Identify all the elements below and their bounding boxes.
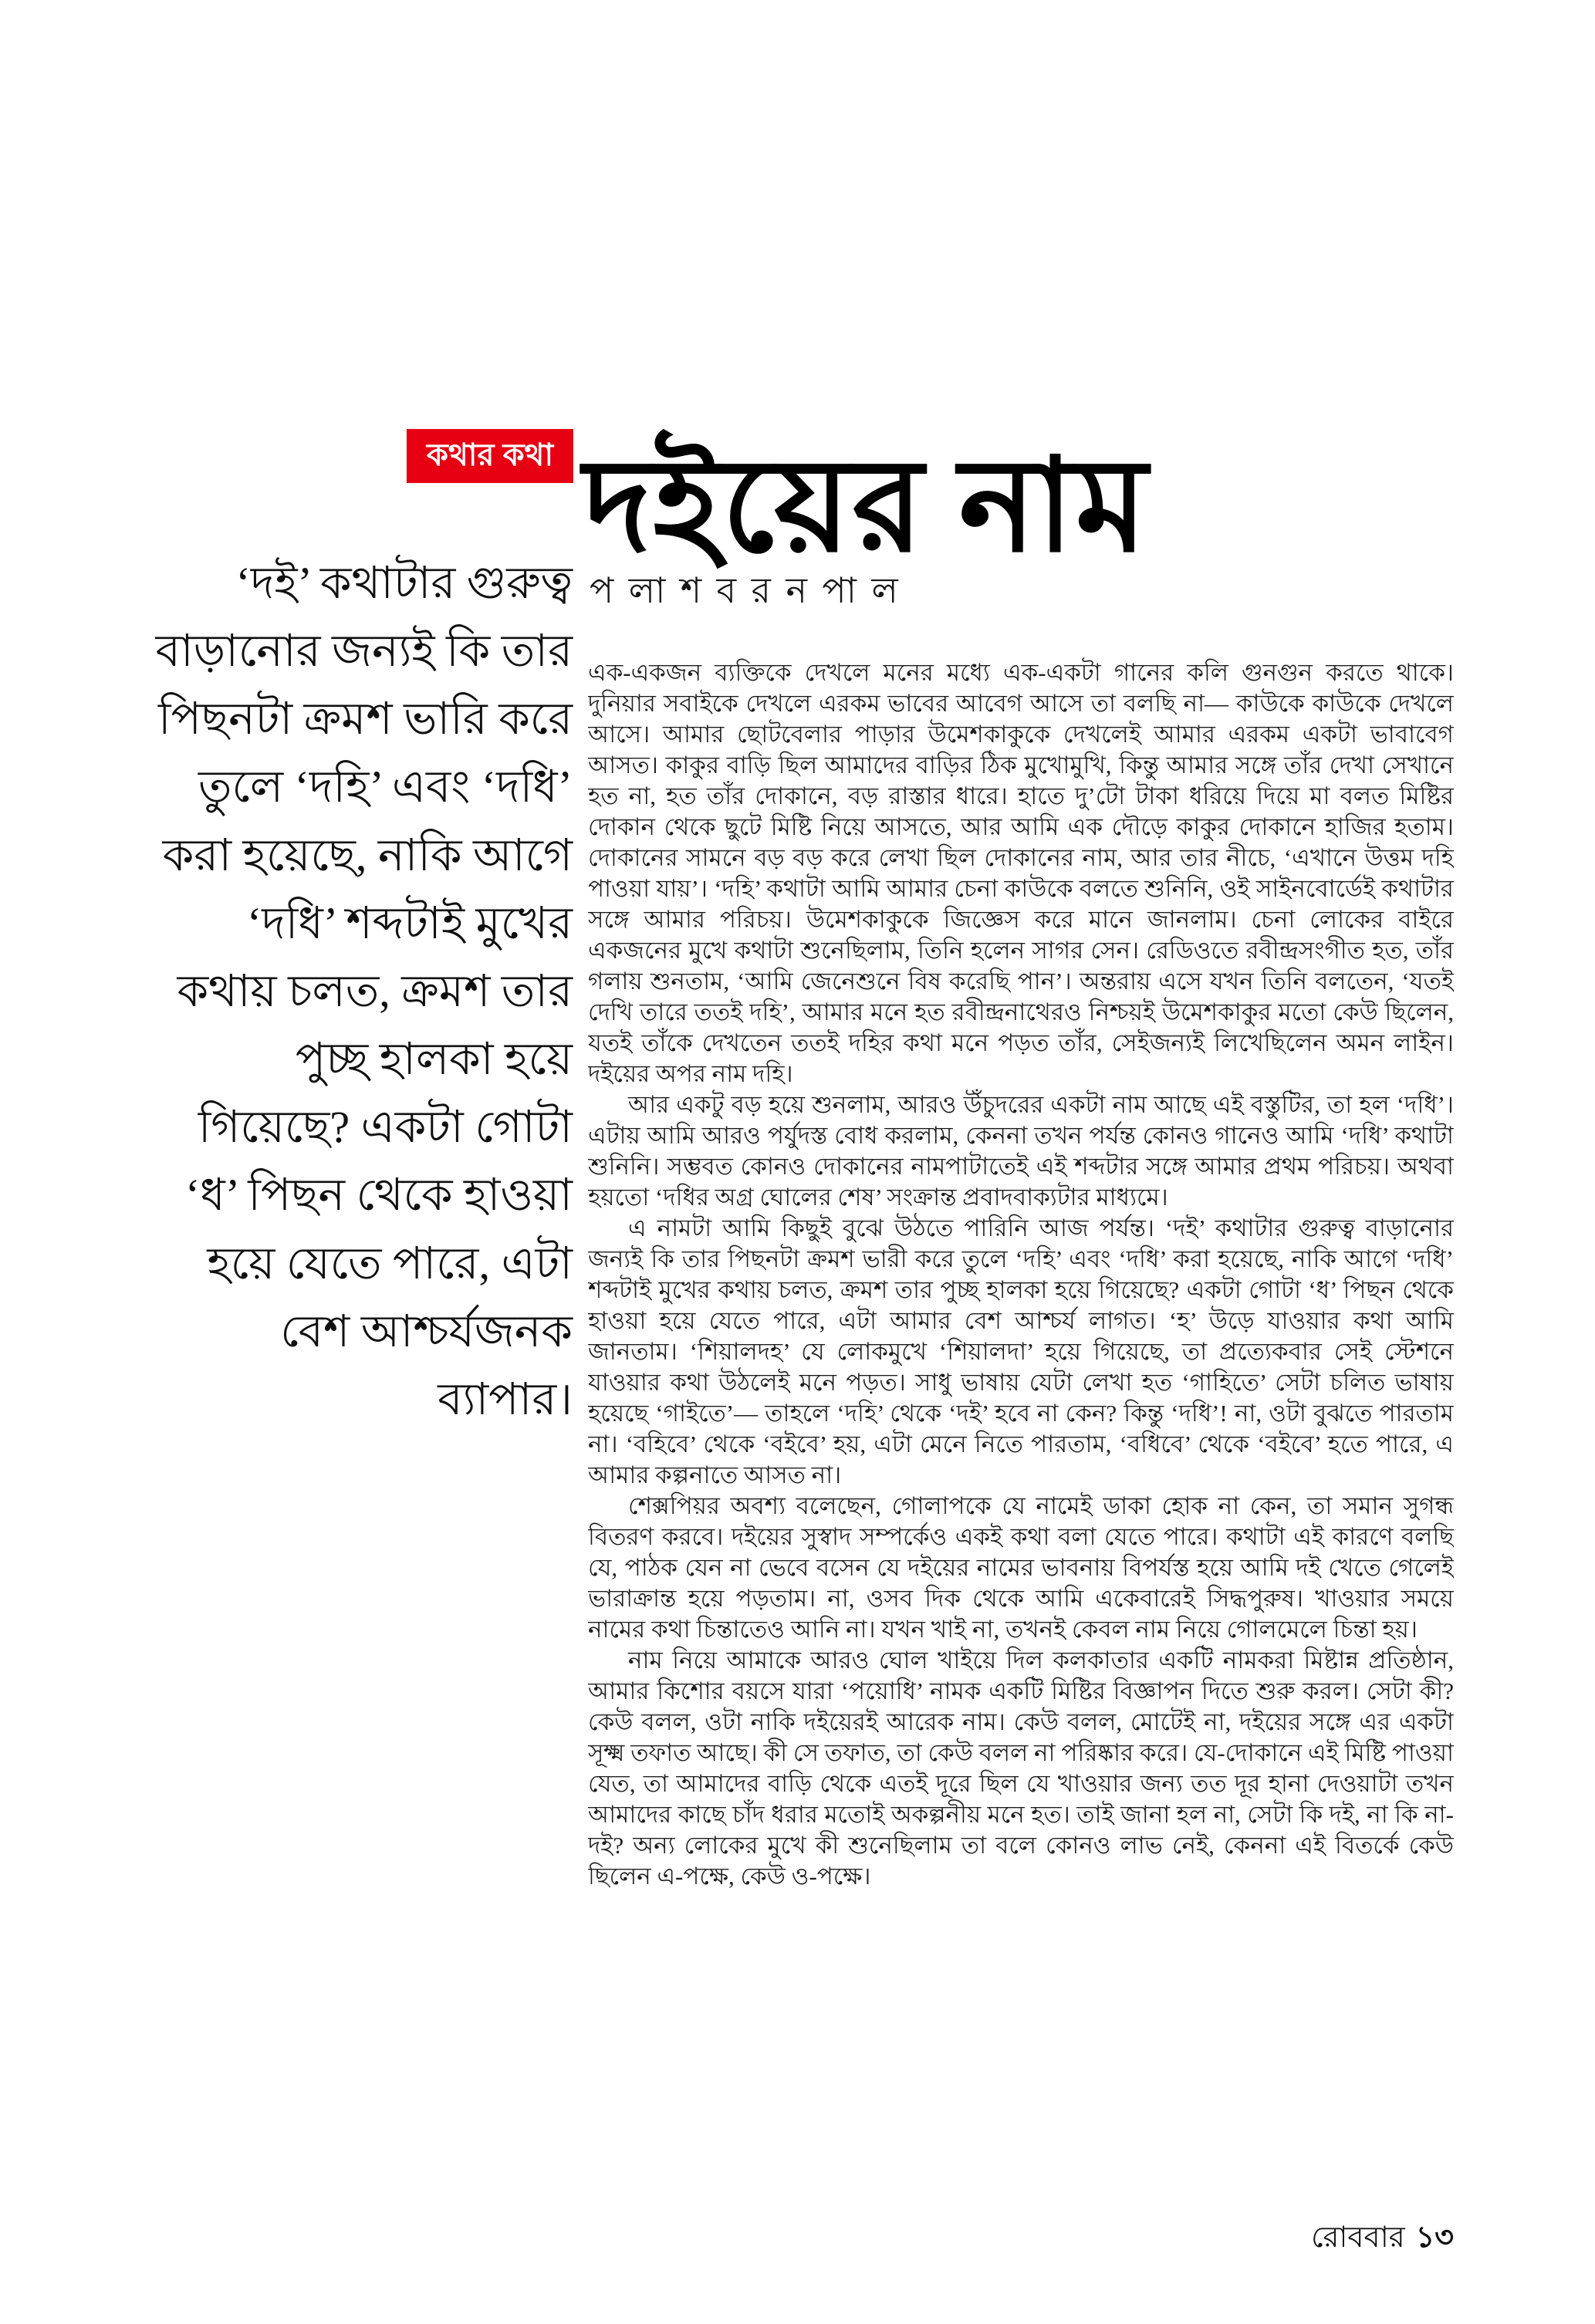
article-paragraph: নাম নিয়ে আমাকে আরও ঘোল খাইয়ে দিল কলকাতার একটি নামকরা মিষ্টান্ন প্রতিষ্ঠান, আমার কিশোর বয়সে যারা ‘পয়োধি’ নামক একটি মিষ্টির বিজ্ঞাপন দিতে শুরু করল। সেটা কী? কেউ বলল, ওটা নাকি দইয়েরই আরেক নাম। কেউ বলল, মোটেই না, দইয়ের সঙ্গে এর একটা সূক্ষ্ম তফাত আছে। কী সে তফাত, তা কেউ বলল না পরিষ্কার করে। যে-দোকানে এই মিষ্টি পাওয়া যেত, তা আমাদের বাড়ি থেকে এতই দূরে ছিল যে খাওয়ার জন্য তত দূর হানা দেওয়াটা তখন আমাদের কাছে চাঁদ ধরার মতোই অকল্পনীয় মনে হত। তাই জানা হল না, সেটা কি দই, না কি না-দই? অন্য লোকের মুখে কী শুনেছিলাম তা বলে কোনও লাভ নেই, কেননা এই বিতর্কে কেউ ছিলেন এ-পক্ষে, কেউ ও-পক্ষে।	[588, 1647, 1454, 1890]
page-number: ১৩	[1415, 2221, 1454, 2254]
article-title: দইয়ের নাম	[583, 434, 1149, 579]
page-footer	[588, 2221, 1454, 2256]
article-paragraph: এ নামটা আমি কিছুই বুঝে উঠতে পারিনি আজ পর্যন্ত। ‘দই’ কথাটার গুরুত্ব বাড়ানোর জন্যই কি তার পিছনটা ক্রমশ ভারী করে তুলে ‘দহি’ এবং ‘দধি’ করা হয়েছে, নাকি আগে ‘দধি’ শব্দটাই মুখের কথায় চলত, ক্রমশ তার পুচ্ছ হালকা হয়ে গিয়েছে? একটা গোটা ‘ধ’ পিছন থেকে হাওয়া হয়ে যেতে পারে, এটা আমার বেশ আশ্চর্য লাগত। ‘হ’ উড়ে যাওয়ার কথা আমি জানতাম। ‘শিয়ালদহ’ যে লোকমুখে ‘শিয়ালদা’ হয়ে গিয়েছে, তা প্রত্যেকবার সেই স্টেশনে যাওয়ার কথা উঠলেই মনে পড়ত। সাধু ভাষায় যেটা লেখা হত ‘গাহিতে’ সেটা চলিত ভাষায় হয়েছে ‘গাইতে’— তাহলে ‘দহি’ থেকে ‘দই’ হবে না কেন? কিন্তু ‘দধি’! না, ওটা বুঝতে পারতাম না। ‘বহিবে’ থেকে ‘বইবে’ হয়, এটা মেনে নিতে পারতাম, ‘বধিবে’ থেকে ‘বইবে’ হতে পারে, এ আমার কল্পনাতে আসত না।	[588, 1214, 1454, 1488]
section-kicker: কথার কথা	[407, 429, 573, 483]
article-paragraph: এক-একজন ব্যক্তিকে দেখলে মনের মধ্যে এক-একটা গানের কলি গুনগুন করতে থাকে। দুনিয়ার সবাইকে দেখলে এরকম ভাবের আবেগ আসে তা বলছি না— কাউকে কাউকে দেখলে আসে। আমার ছোটবেলার পাড়ার উমেশকাকুকে দেখলেই আমার এরকম একটা ভাবাবেগ আসত। কাকুর বাড়ি ছিল আমাদের বাড়ির ঠিক মুখোমুখি, কিন্তু আমার সঙ্গে তাঁর দেখা সেখানে হত না, হত তাঁর দোকানে, বড় রাস্তার ধারে। হাতে দু’টো টাকা ধরিয়ে দিয়ে মা বলত মিষ্টির দোকান থেকে ছুটে মিষ্টি নিয়ে আসতে, আর আমি এক দৌড়ে কাকুর দোকানে হাজির হতাম। দোকানের সামনে বড় বড় করে লেখা ছিল দোকানের নাম, আর তার নীচে, ‘এখানে উত্তম দহি পাওয়া যায়’। ‘দহি’ কথাটা আমি আমার চেনা কাউকে বলতে শুনিনি, ওই সাইনবোর্ডেই কথাটার সঙ্গে আমার পরিচয়। উমেশকাকুকে জিজ্ঞেস করে মানে জানলাম। চেনা লোকের বাইরে একজনের মুখে কথাটা শুনেছিলাম, তিনি হলেন সাগর সেন। রেডিওতে রবীন্দ্রসংগীত হত, তাঁর গলায় শুনতাম, ‘আমি জেনেশুনে বিষ করেছি পান’। অন্তরায় এসে যখন তিনি বলতেন, ‘যতই দেখি তারে ততই দহি’, আমার মনে হত রবীন্দ্রনাথেরও নিশ্চয়ই উমেশকাকুর মতো কেউ ছিলেন, যতই তাঁকে দেখতেন ততই দহির কথা মনে পড়ত তাঁর, সেইজন্যই লিখেছিলেন অমন লাইন। দইয়ের অপর নাম দহি।	[588, 659, 1454, 1087]
article-paragraph: শেক্সপিয়র অবশ্য বলেছেন, গোলাপকে যে নামেই ডাকা হোক না কেন, তা সমান সুগন্ধ বিতরণ করবে। দইয়ের সুস্বাদ সম্পর্কেও একই কথা বলা যেতে পারে। কথাটা এই কারণে বলছি যে, পাঠক যেন না ভেবে বসেন যে দইয়ের নামের ভাবনায় বিপর্যস্ত হয়ে আমি দই খেতে গেলেই ভারাক্রান্ত হয়ে পড়তাম। না, ওসব দিক থেকে আমি একেবারেই সিদ্ধপুরুষ। খাওয়ার সময়ে নামের কথা চিন্তাতেও আনি না। যখন খাই না, তখনই কেবল নাম নিয়ে গোলমেলে চিন্তা হয়।	[588, 1492, 1454, 1643]
pull-quote: ‘দই’ কথাটার গুরুত্ব বাড়ানোর জন্যই কি তার পিছনটা ক্রমশ ভারি করে তুলে ‘দহি’ এবং ‘দধি’ করা হয়েছে, নাকি আগে ‘দধি’ শব্দটাই মুখের কথায় চলত, ক্রমশ তার পুচ্ছ হালকা হয়ে গিয়েছে? একটা গোটা ‘ধ’ পিছন থেকে হাওয়া হয়ে যেতে পারে, এটা বেশ আশ্চর্যজনক ব্যাপার।	[155, 558, 573, 1424]
article-author: প লা শ ব র ন পা ল	[590, 571, 901, 610]
magazine-name: রোববার	[1311, 2221, 1405, 2254]
article-paragraph: আর একটু বড় হয়ে শুনলাম, আরও উঁচুদরের একটা নাম আছে এই বস্তুটির, তা হল ‘দধি’। এটায় আমি আরও পর্যুদস্ত বোধ করলাম, কেননা তখন পর্যন্ত কোনও গানেও আমি ‘দধি’ কথাটা শুনিনি। সম্ভবত কোনও দোকানের নামপাটাতেই এই শব্দটার সঙ্গে আমার প্রথম পরিচয়। অথবা হয়তো ‘দধির অগ্র ঘোলের শেষ’ সংক্রান্ত প্রবাদবাক্যটার মাধ্যমে।	[588, 1091, 1454, 1211]
article-body	[588, 657, 1454, 1892]
